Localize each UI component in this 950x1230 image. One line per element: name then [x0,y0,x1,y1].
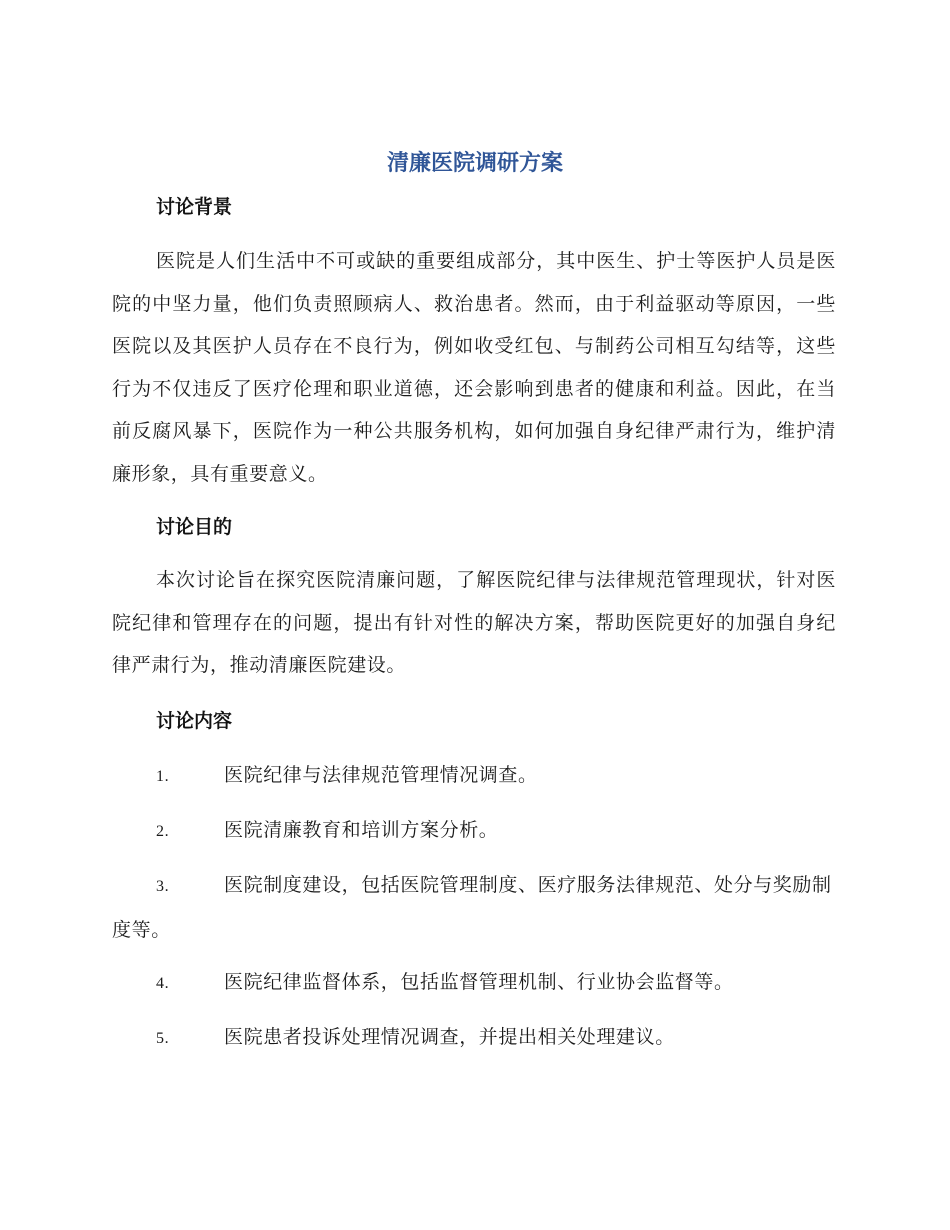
document-title: 清廉医院调研方案 [386,151,563,176]
list-item-text: 医院制度建设，包括医院管理制度、医疗服务法律规范、处分与奖励制度等。 [112,874,832,941]
list-item [112,809,836,854]
section-paragraph: 医院是人们生活中不可或缺的重要组成部分，其中医生、护士等医护人员是医院的中坚力量，他们负责照顾病人、救治患者。然而，由于利益驱动等原因，一些医院以及其医护人员存在不良行为，例如收受红包、与制药公司相互勾结等，这些行为不仅违反了医疗伦理和职业道德，还会影响到患者的健康和利益。因此，在当前反腐风暴下，医院作为一种公共服务机构，如何加强自身纪律严肃行为，维护清廉形象，具有重要意义。 [112,250,836,485]
section-heading: 讨论内容 [156,710,233,732]
list-item-number: 1. [156,768,170,785]
list-item-number: 4. [156,975,170,992]
list-item [112,754,836,799]
list-item-number: 2. [156,823,170,840]
section-heading: 讨论背景 [156,196,233,218]
section-purpose-body [112,559,836,687]
list-item-text: 医院患者投诉处理情况调查，并提出相关处理建议。 [224,1026,675,1048]
list-item-number: 3. [156,878,170,895]
list-item [112,1016,836,1061]
section-background [112,193,836,221]
list-item-text: 医院清廉教育和培训方案分析。 [224,819,499,841]
list-item-text: 医院纪律监督体系，包括监督管理机制、行业协会监督等。 [224,971,734,993]
section-paragraph: 本次讨论旨在探究医院清廉问题，了解医院纪律与法律规范管理现状，针对医院纪律和管理存在的问题，提出有针对性的解决方案，帮助医院更好的加强自身纪律严肃行为，推动清廉医院建设。 [112,569,836,676]
list-item-text: 医院纪律与法律规范管理情况调查。 [224,764,538,786]
section-purpose [112,513,836,541]
list-item [112,864,836,951]
list-item-number: 5. [156,1030,170,1047]
section-content [112,707,836,735]
list-item [112,961,836,1006]
section-background-body [112,240,836,495]
section-heading: 讨论目的 [156,516,233,538]
